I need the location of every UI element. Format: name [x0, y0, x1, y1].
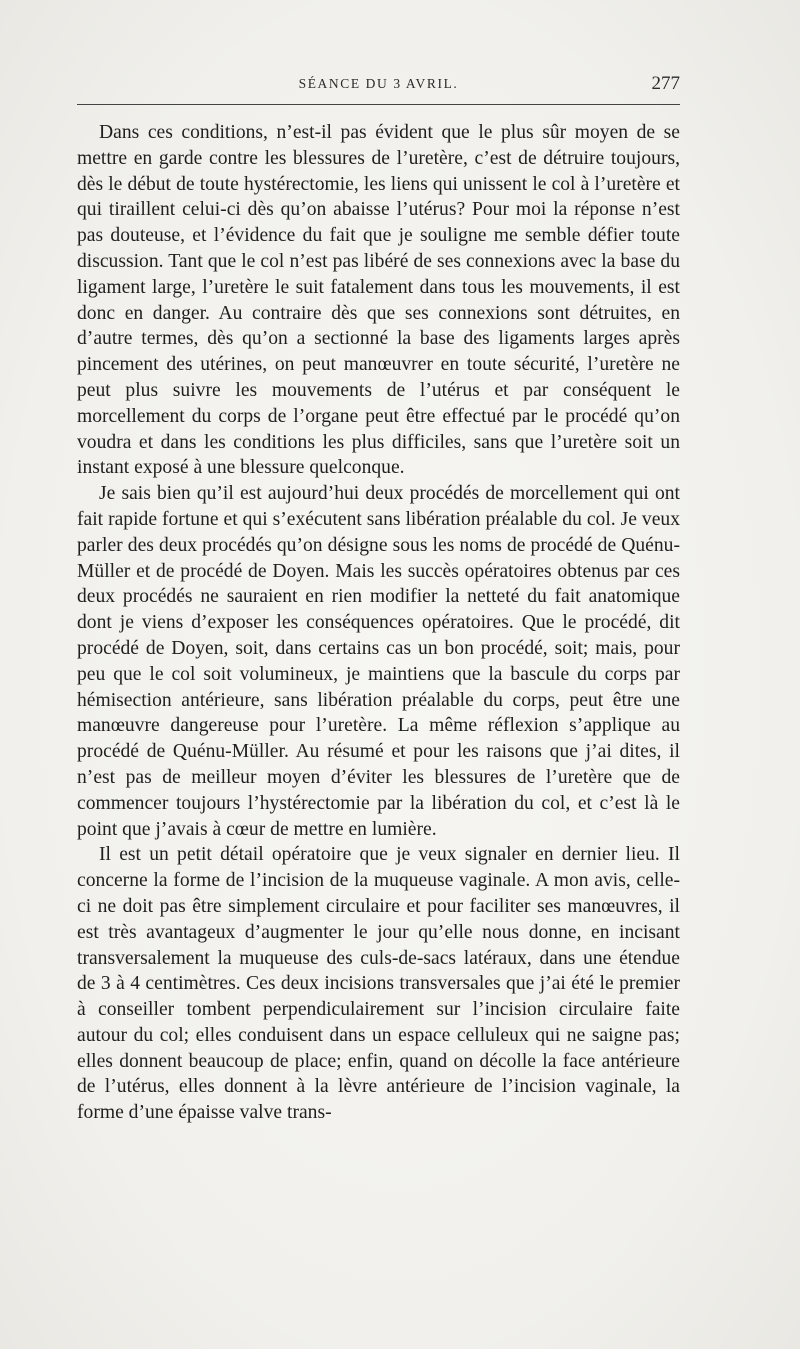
page-number: 277	[651, 73, 680, 94]
paragraph: Dans ces conditions, n’est-il pas évident que le plus sûr moyen de se mettre en garde contre les blessures de l’uretère, c’est de détruire toujours, dès le début de toute hystérectomie, les liens qui unissent le col à l’uretère et qui tiraillent celui-ci dès qu’on abaisse l’utérus? Pour moi la réponse n’est pas douteuse, et l’évidence du fait que je souligne me semble défier toute discussion. Tant que le col n’est pas libéré de ses connexions avec la base du ligament large, l’uretère le suit fatalement dans tous les mouvements, il est donc en danger. Au contraire dès que ses connexions sont détruites, en d’autre termes, dès qu’on a sectionné la base des ligaments larges après pincement des utérines, on peut manœuvrer en toute sécurité, l’uretère ne peut plus suivre les mouvements de l’utérus et par conséquent le morcellement du corps de l’organe peut être effectué par le procédé qu’on voudra et dans les conditions les plus difficiles, sans que l’uretère soit un instant exposé à une blessure quelconque.	[77, 122, 680, 479]
body-text	[77, 120, 680, 1126]
paragraph: Il est un petit détail opératoire que je veux signaler en dernier lieu. Il concerne la forme de l’incision de la muqueuse vaginale. A mon avis, celle-ci ne doit pas être simplement circulaire et pour faciliter ses manœuvres, il est très avantageux d’augmenter le jour qu’elle nous donne, en incisant transversalement la muqueuse des culs-de-sacs latéraux, dans une étendue de 3 à 4 centimètres. Ces deux incisions transversales que j’ai été le premier à conseiller tombent perpendiculairement sur l’incision circulaire faite autour du col; elles conduisent dans un espace celluleux qui ne saigne pas; elles donnent beaucoup de place; enfin, quand on décolle la face antérieure de l’utérus, elles donnent à la lèvre antérieure de l’incision vaginale, la forme d’une épaisse valve trans-	[77, 844, 680, 1124]
paragraph: Je sais bien qu’il est aujourd’hui deux procédés de morcellement qui ont fait rapide fortune et qui s’exécutent sans libération préalable du col. Je veux parler des deux procédés qu’on désigne sous les noms de procédé de Quénu-Müller et de procédé de Doyen. Mais les succès opératoires obtenus par ces deux procédés ne sauraient en rien modifier la netteté du fait anatomique dont je viens d’exposer les conséquences opératoires. Que le procédé, dit procédé de Doyen, soit, dans certains cas un bon procédé, soit; mais, pour peu que le col soit volumineux, je maintiens que la bascule du corps par hémisection antérieure, sans libération préalable du corps, peut être une manœuvre dangereuse pour l’uretère. La même réflexion s’applique au procédé de Quénu-Müller. Au résumé et pour les raisons que j’ai dites, il n’est pas de meilleur moyen d’éviter les blessures de l’uretère que de commencer toujours l’hystérectomie par la libération du col, et c’est là le point que j’avais à cœur de mettre en lumière.	[77, 483, 680, 840]
header-rule	[77, 104, 680, 105]
running-head: SÉANCE DU 3 AVRIL.	[298, 76, 459, 91]
page-header	[77, 73, 680, 102]
